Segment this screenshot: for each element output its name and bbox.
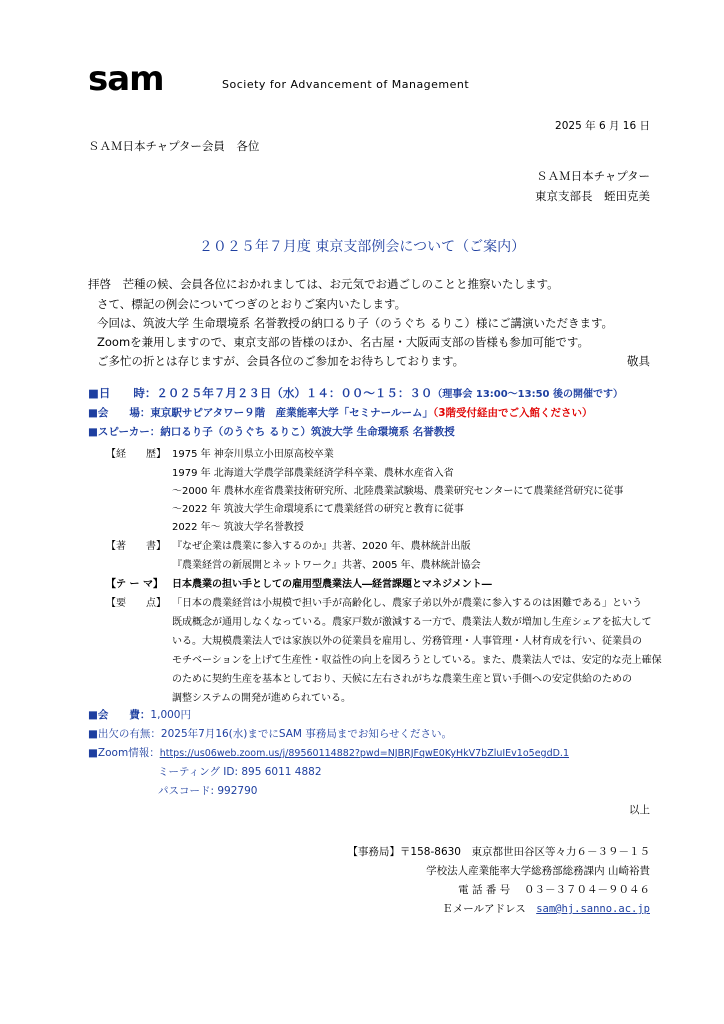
date-value: ２０２５年７月２３日（水）１４：００～１５：３０ <box>156 386 433 400</box>
page-title: ２０２５年７月度 東京支部例会について（ご案内） <box>198 239 526 255</box>
book-item: 『農業経営の新展開とネットワーク』共著、2005 年、農林統計協会 <box>172 560 481 571</box>
career-item: ～2022 年 筑波大学生命環境系にて農業経営の研究と教育に従事 <box>172 504 464 515</box>
email-label: Ｅメールアドレス <box>442 903 537 915</box>
end-mark: 以上 <box>629 804 650 816</box>
career-item: 1979 年 北海道大学農学部農業経済学科卒業、農林水産省入省 <box>172 468 454 479</box>
zoom-row <box>88 745 569 760</box>
abstract-line: モチベーションを上げて生産性・収益性の向上を図ろうとしている。また、農業法人では、安定的な売上確保 <box>172 655 662 666</box>
career-label: 【経 歴】 <box>106 449 166 460</box>
logo-text: sam <box>88 59 164 99</box>
abstract-label: 【要 点】 <box>106 598 166 609</box>
fee-row <box>88 707 191 722</box>
greeting-line: Zoomを兼用しますので、東京支部の皆様のほか、名古屋・大阪両支部の皆様も参加可能です。 <box>97 335 589 349</box>
greeting-line: 今回は、筑波大学 生命環境系 名誉教授の納口るり子（のうぐち るりこ）様にご講演いただきます。 <box>97 316 614 330</box>
zoom-link[interactable]: https://us06web.zoom.us/j/89560114882?pwd=NJBRJFqwE0KyHkV7bZluIEv1o5egdD.1 <box>159 748 569 759</box>
venue-row <box>88 405 593 420</box>
venue-value: 東京駅サピアタワー９階 産業能率大学「セミナールーム」 <box>150 407 433 419</box>
greeting-line: さて、標記の例会についてつぎのとおりご案内いたします。 <box>97 297 407 311</box>
career-item: 1975 年 神奈川県立小田原高校卒業 <box>172 449 334 460</box>
theme-value: 日本農業の担い手としての雇用型農業法人―経営課題とマネジメント― <box>172 579 492 590</box>
closing-keigu: 敬具 <box>627 354 650 368</box>
abstract-line: いる。大規模農業法人では家族以外の従業員を雇用し、労務管理・人事管理・人材育成を行い、従業員の <box>172 636 642 647</box>
zoom-passcode: パスコード: 992790 <box>158 785 258 797</box>
office-email-row <box>442 901 650 916</box>
speaker-label: ■スピーカー： <box>88 426 161 438</box>
zoom-label: ■Zoom情報： <box>88 747 160 759</box>
venue-label: ■会 場： <box>88 407 151 419</box>
sender-name: 東京支部長 蛭田克美 <box>535 189 650 203</box>
fee-label: ■会 費： <box>88 709 151 721</box>
email-link[interactable]: sam@hj.sanno.ac.jp <box>536 903 650 915</box>
theme-label: 【テ ー マ】 <box>106 579 163 590</box>
venue-note: （3階受付経由でご入館ください） <box>432 407 593 419</box>
office-address: 【事務局】〒158-8630 東京都世田谷区等々力６－３９－１５ <box>347 846 650 858</box>
greeting-line: ご多忙の折とは存じますが、会員各位のご参加をお待ちしております。 <box>97 354 465 368</box>
books-label: 【著 書】 <box>106 541 166 552</box>
rsvp-row: ■出欠の有無：2025年7月16(水)までにSAM 事務局までお知らせください。 <box>88 728 452 740</box>
logo-tagline: Society for Advancement of Management <box>222 78 470 91</box>
fee-value: 1,000円 <box>150 709 191 721</box>
office-phone: 電 話 番 号 ０３－３７０４－９０４６ <box>458 884 650 896</box>
abstract-line: 既成概念が通用しなくなっている。農家戸数が激減する一方で、農業法人数が増加し生産シェアを拡大して <box>172 617 652 628</box>
addressee: ＳＡＭ日本チャプター会員 各位 <box>88 139 260 153</box>
document-date: 2025 年 6 月 16 日 <box>555 120 650 132</box>
office-contact-person: 学校法人産業能率大学総務部総務課内 山崎裕貴 <box>426 865 650 877</box>
abstract-line: 調整システムの開発が進められている。 <box>172 693 351 704</box>
speaker-value: 納口るり子（のうぐち るりこ）筑波大学 生命環境系 名誉教授 <box>160 426 455 438</box>
career-item: ～2000 年 農林水産省農業技術研究所、北陸農業試験場、農業研究センターにて農業経営研究に従事 <box>172 486 624 497</box>
zoom-meeting-id: ミーティング ID: 895 6011 4882 <box>158 766 322 778</box>
career-item: 2022 年～ 筑波大学名誉教授 <box>172 522 304 533</box>
abstract-line: のために契約生産を基本としており、天候に左右されがちな農業生産と買い手側への安定供給のための <box>172 674 632 685</box>
date-label: ■日 時： <box>88 386 157 400</box>
sam-logo <box>88 59 164 99</box>
speaker-row <box>88 424 455 439</box>
sender-org: ＳＡＭ日本チャプター <box>536 169 650 183</box>
book-item: 『なぜ企業は農業に参入するのか』共著、2020 年、農林統計出版 <box>172 541 471 552</box>
date-row <box>88 385 623 401</box>
abstract-line: 「日本の農業経営は小規模で担い手が高齢化し、農家子弟以外が農業に参入するのは困難である」という <box>172 598 642 609</box>
greeting-line: 拝啓 芒種の候、会員各位におかれましては、お元気でお過ごしのことと推察いたします。 <box>88 277 559 291</box>
date-note: （理事会 13:00～13:50 後の開催です） <box>432 389 623 400</box>
